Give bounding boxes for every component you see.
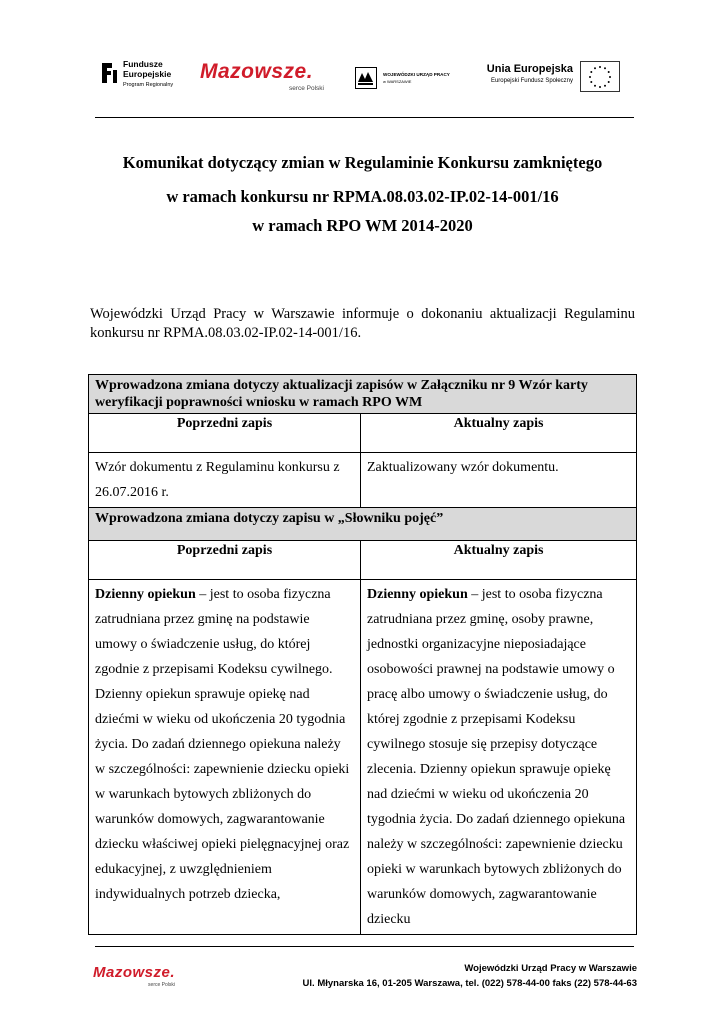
wup-logo [355,67,450,91]
footer-mazowsze-logo [93,965,193,995]
intro-paragraph: Wojewódzki Urząd Pracy w Warszawie informuje o dokonaniu aktualizacji Regulaminu konkursu nr RPMA.08.03.02-IP.02-14-001/16. [90,306,635,341]
section-1-previous: Wzór dokumentu z Regulaminu konkursu z 26.07.2016 r. [89,453,361,508]
column-header-current-2: Aktualny zapis [361,541,637,580]
definition-text: – jest to osoba fizyczna zatrudniana przez gminę na podstawie umowy o świadczenie usług, do której zgodnie z przepisami Kodeksu cywilnego. Dzienny opiekun sprawuje opiekę nad dziećmi w wieku od ukończenia 20 tygodnia życia. Do zadań dziennego opiekuna należy w szczególności: zapewnienie dziecku opieki w warunkach bytowych zbliżonych do warunków domowych, zagwarantowanie dziecku właściwej opieki pielęgnacyjnej oraz edukacyjnej, z uwzględnieniem indywidualnych potrzeb dziecka, [95,587,350,902]
footer-address: Ul. Młynarska 16, 01-205 Warszawa, tel. (022) 578-44-00 faks (22) 578-44-63 [302,978,637,989]
fe-flag-icon [100,62,118,84]
term-label: Dzienny opiekun [367,587,468,602]
section-2-header: Wprowadzona zmiana dotyczy zapisu w „Słowniku pojęć” [89,508,637,541]
fe-subtitle: Program Regionalny [123,82,174,88]
column-header-previous: Poprzedni zapis [89,414,361,453]
term-label: Dzienny opiekun [95,587,196,602]
definition-text: – jest to osoba fizyczna zatrudniana przez gminę, osoby prawne, jednostki organizacyjne nieposiadające osobowości prawnej na podstawie umowy o pracę albo umowy o świadczenie usług, do której zgodnie z przepisami Kodeksu cywilnego stosuje się przepisy dotyczące zlecenia. Dzienny opiekun sprawuje opiekę nad dziećmi w wieku od ukończenia 20 tygodnia życia. Do zadań dziennego opiekuna należy w szczególności: zapewnienie dziecku opieki w warunkach bytowych zbliżonych do warunków domowych, zagwarantowanie dziecku [367,587,626,927]
document-title-line-1: Komunikat dotyczący zmian w Regulaminie Konkursu zamkniętego [122,153,603,172]
fe-title-1: Fundusze [123,59,163,69]
fundusze-europejskie-logo [100,59,180,95]
section-1-header: Wprowadzona zmiana dotyczy aktualizacji zapisów w Załączniku nr 9 Wzór karty weryfikacji poprawności wniosku w ramach RPO WM [89,375,637,414]
section-2-current [361,580,637,935]
footer-mazowsze-tagline: serce Polski [148,982,175,988]
wup-subtitle: w WARSZAWIE [383,79,412,84]
document-title-line-3: w ramach RPO WM 2014-2020 [252,216,473,235]
unia-europejska-logo [480,61,625,93]
table-row [89,580,637,935]
table-row [89,414,637,453]
header-divider [95,117,634,118]
changes-table [88,374,637,935]
column-header-previous-2: Poprzedni zapis [89,541,361,580]
ue-subtitle: Europejski Fundusz Społeczny [490,78,573,84]
document-title-line-2: w ramach konkursu nr RPMA.08.03.02-IP.02-14-001/16 [166,187,559,206]
table-row [89,375,637,414]
column-header-current: Aktualny zapis [361,414,637,453]
table-row [89,508,637,541]
table-row [89,453,637,508]
table-row [89,541,637,580]
footer-org-name: Wojewódzki Urząd Pracy w Warszawie [464,963,637,974]
eu-flag-icon [580,61,620,92]
mazowsze-wordmark: Mazowsze. [200,60,314,83]
footer-mazowsze-wordmark: Mazowsze. [93,964,176,981]
mazowsze-logo [200,61,330,95]
ue-title: Unia Europejska [486,63,573,75]
fe-title-2: Europejskie [123,69,172,79]
section-1-current: Zaktualizowany wzór dokumentu. [361,453,637,508]
footer-divider [95,946,634,947]
header-logos [100,55,625,100]
section-2-previous [89,580,361,935]
wup-emblem-icon [355,67,377,89]
mazowsze-tagline: serce Polski [288,85,324,92]
wup-title: WOJEWÓDZKI URZĄD PRACY [383,72,450,77]
